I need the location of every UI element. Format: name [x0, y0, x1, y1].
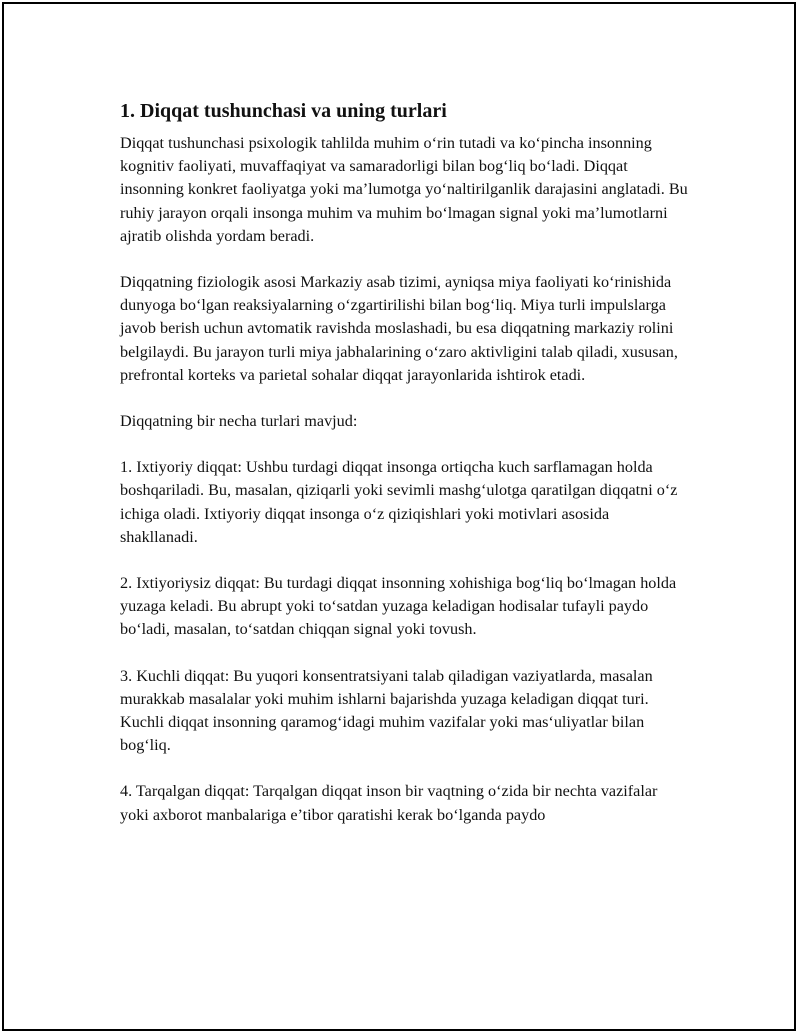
document-body: [120, 99, 690, 850]
paragraph-types-intro: Diqqatning bir necha turlari mavjud:: [120, 412, 358, 431]
paragraph-type-distributed: 4. Tarqalgan diqqat: Tarqalgan diqqat inson bir vaqtning o‘zida bir nechta vazifalar yoki axborot manbalariga e’tibor qaratishi kerak bo‘lganda paydo: [120, 782, 658, 824]
paragraph-type-voluntary: 1. Ixtiyoriy diqqat: Ushbu turdagi diqqat insonga ortiqcha kuch sarflamagan holda boshqariladi. Bu, masalan, qiziqarli yoki sevimli mashg‘ulotga qaratilgan diqqatni o‘z ichiga oladi. Ixtiyoriy diqqat insonga o‘z qiziqishlari yoki motivlari asosida shakllanadi.: [120, 458, 678, 546]
paragraph-intro: Diqqat tushunchasi psixologik tahlilda muhim o‘rin tutadi va ko‘pincha insonning kognitiv faoliyati, muvaffaqiyat va samaradorligi bilan bog‘liq bo‘ladi. Diqqat insonning konkret faoliyatga yoki ma’lumotga yo‘naltirilganlik darajasini anglatadi. Bu ruhiy jarayon orqali insonga muhim va muhim bo‘lmagan signal yoki ma’lumotlarni ajratib olishda yordam beradi.: [120, 134, 688, 245]
paragraph-physiology: Diqqatning fiziologik asosi Markaziy asab tizimi, ayniqsa miya faoliyati ko‘rinishida dunyoga bo‘lgan reaksiyalarning o‘zgartirilishi bilan bog‘liq. Miya turli impulslarga javob berish uchun avtomatik ravishda moslashadi, bu esa diqqatning markaziy rolini belgilaydi. Bu jarayon turli miya jabhalarining o‘zaro aktivligini talab qiladi, xususan, prefrontal korteks va parietal sohalar diqqat jarayonlarida ishtirok etadi.: [120, 273, 678, 384]
paragraph-type-involuntary: 2. Ixtiyoriysiz diqqat: Bu turdagi diqqat insonning xohishiga bog‘liq bo‘lmagan holda yuzaga keladi. Bu abrupt yoki to‘satdan yuzaga keladigan hodisalar tufayli paydo bo‘ladi, masalan, to‘satdan chiqqan signal yoki tovush.: [120, 574, 677, 639]
paragraph-type-strong: 3. Kuchli diqqat: Bu yuqori konsentratsiyani talab qiladigan vaziyatlarda, masalan murakkab masalalar yoki muhim ishlarni bajarishda yuzaga keladigan diqqat turi. Kuchli diqqat insonning qaramog‘idagi muhim vazifalar yoki mas‘uliyatlar bilan bog‘liq.: [120, 666, 653, 755]
section-heading: 1. Diqqat tushunchasi va uning turlari: [120, 100, 447, 122]
document-page: [2, 2, 796, 1031]
